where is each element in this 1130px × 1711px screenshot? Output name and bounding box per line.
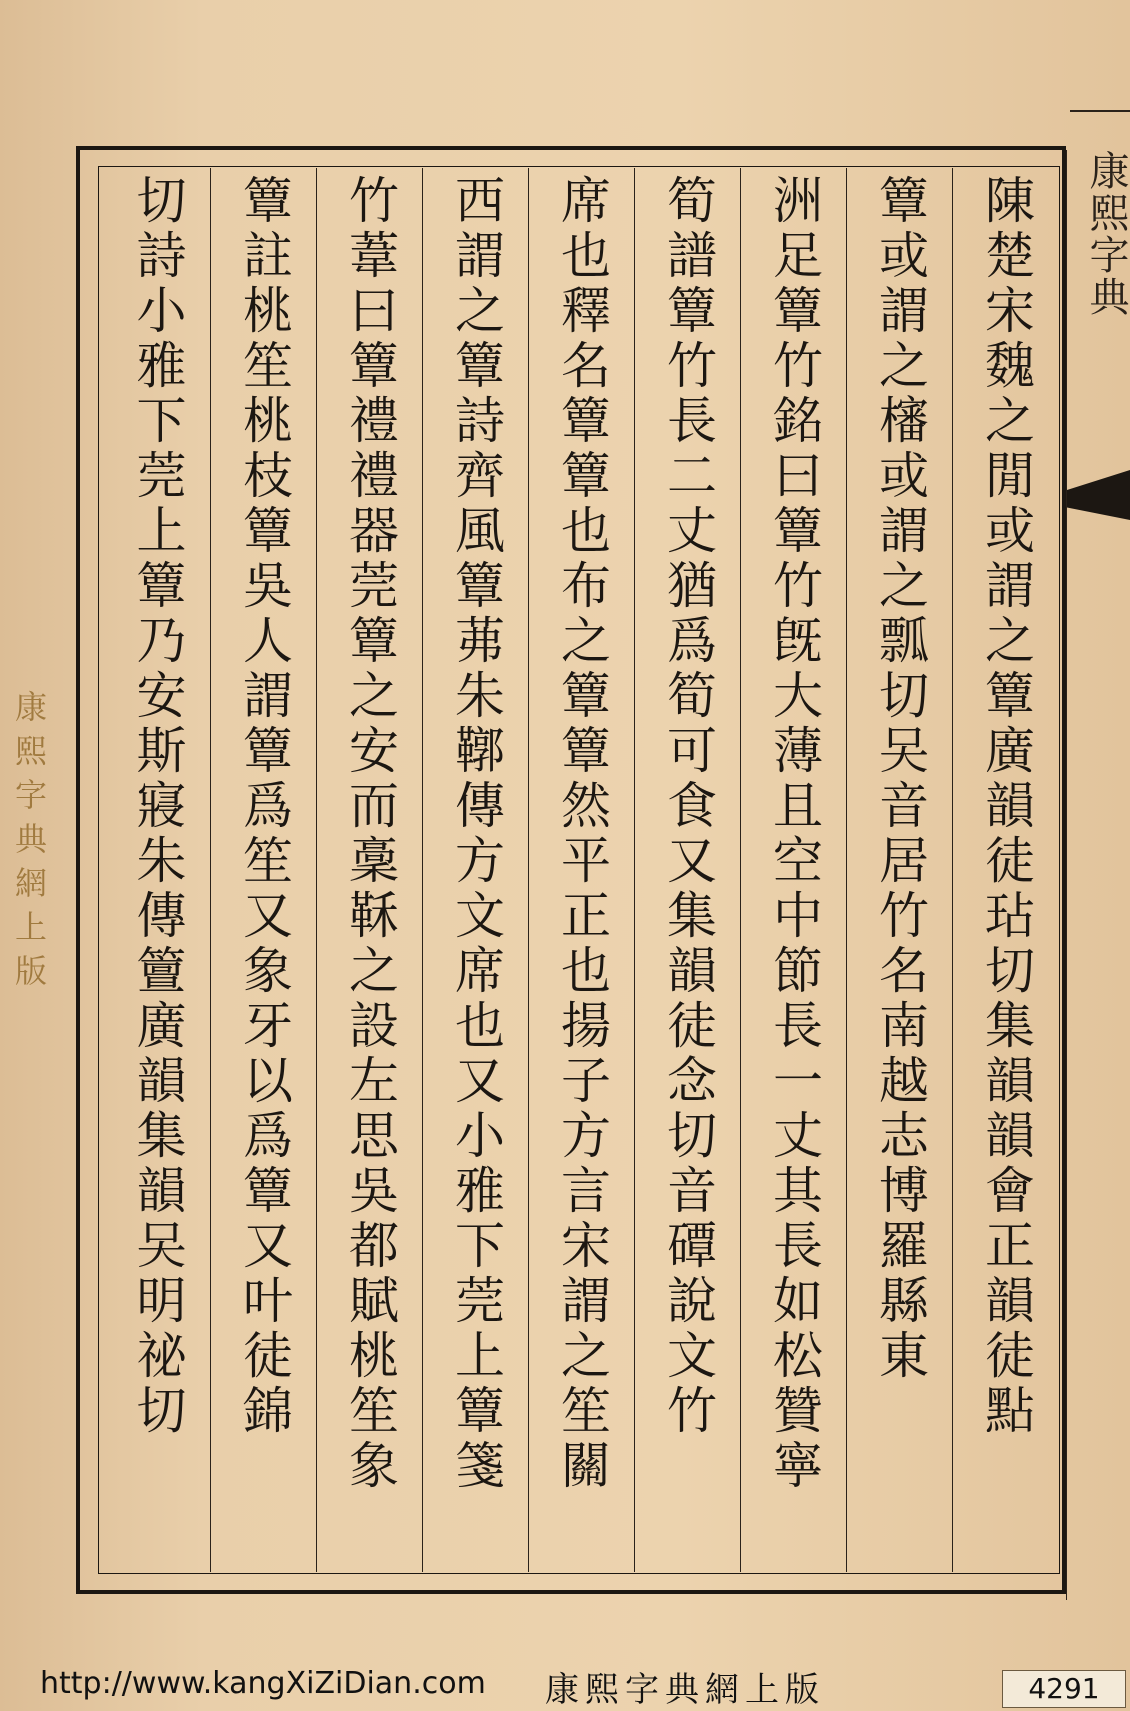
text-column-8 bbox=[210, 168, 316, 1572]
text-columns bbox=[101, 168, 1058, 1572]
column-text: 洲足簟竹銘曰簟竹旣大薄且空中節長一丈其長如松贊寧 bbox=[765, 174, 823, 1494]
footer-title: 康熙字典網上版 bbox=[545, 1670, 825, 1710]
column-text: 西謂之簟詩齊風簟茀朱鞹傳方文席也又小雅下莞上簟箋 bbox=[447, 174, 505, 1494]
column-text: 切詩小雅下莞上簟乃安斯寢朱傳䉡廣韻集韻㕦明祕切 bbox=[128, 174, 187, 1439]
text-column-7 bbox=[316, 168, 422, 1572]
column-text: 席也釋名簟簟也布之簟簟然平正也揚子方言宋謂之笙關 bbox=[553, 174, 611, 1494]
text-column-1 bbox=[952, 168, 1058, 1572]
header-title: 康熙字典 bbox=[1083, 150, 1129, 318]
text-column-2 bbox=[846, 168, 952, 1572]
footer-url-link[interactable]: http://www.kangXiZiDian.com bbox=[40, 1666, 486, 1701]
footer bbox=[0, 1662, 1130, 1711]
margin-rule bbox=[1066, 150, 1067, 1600]
page-number-box: 4291 bbox=[1002, 1670, 1126, 1708]
column-text: 筍譜簟竹長二丈猶爲筍可食又集韻徒念切音磹說文竹 bbox=[659, 174, 717, 1439]
column-text: 陳楚宋魏之閒或謂之簟廣韻徒玷切集韻韻會正韻徒點 bbox=[977, 174, 1035, 1439]
column-text: 簟註桃笙桃枝簟吳人謂簟爲笙又象牙以爲簟又叶徒錦 bbox=[235, 174, 293, 1439]
sidebar-watermark: 康熙字典網上版 bbox=[10, 690, 48, 998]
column-text: 簟或謂之㰂或謂之瓢切㕦音居竹名南越志博羅縣東 bbox=[871, 174, 929, 1384]
text-column-4 bbox=[634, 168, 740, 1572]
text-column-5 bbox=[528, 168, 634, 1572]
text-column-3 bbox=[740, 168, 846, 1572]
column-text: 竹葦曰簟禮禮器莞簟之安而稾鞂之設左思吳都賦桃笙象 bbox=[341, 174, 399, 1494]
text-column-9 bbox=[104, 168, 210, 1572]
text-column-6 bbox=[422, 168, 528, 1572]
